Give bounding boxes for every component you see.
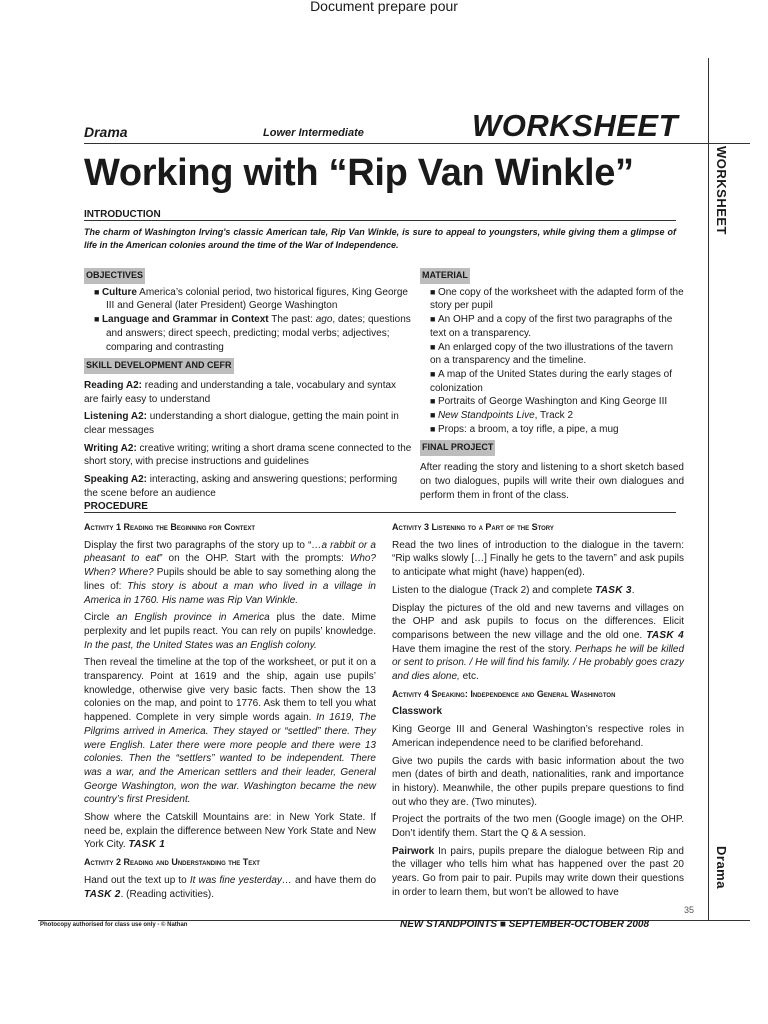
activity-4-heading: Activity 4 Speaking: Independence and General Washington	[392, 688, 616, 699]
header-rule	[84, 143, 750, 144]
page-title: Working with “Rip Van Winkle”	[84, 152, 634, 194]
page-number: 35	[684, 905, 695, 915]
activity-1-paragraph: Show where the Catskill Mountains are: in New York State. If need be, explain the difference between New York State and New York City. TASK 1	[84, 812, 376, 851]
activity-4-paragraph: Project the portraits of the two men (Google image) on the OHP. Don’t identify them. Start the Q & A session.	[392, 814, 684, 840]
activity-3-heading: Activity 3 Listening to a Part of the Story	[392, 522, 554, 532]
activity-4-paragraph: King George III and General Washington’s respective roles in American independence need to be clarified beforehand.	[392, 724, 684, 749]
activity-1-paragraph: Then reveal the timeline at the top of the worksheet, or put it on a transparency. Point at 1619 and the ship, again use pupils’ knowledge, otherwise give very basic facts. Then show the 13 colonies on the map, and point to 1776. Ask them to tell you what happened. Complete in very simple words again. In 1619, The Pilgrims arrived in America. They stayed or “settled” there. They were English. Later there were more people and there were 13 colonies. Then the “settlers” wanted to be independent. There was a war, and the American settlers and their leader, General George Washington, won the war. Washington became the new country’s first President.	[84, 657, 377, 806]
activity-4-paragraph: Give two pupils the cards with basic information about the two men (dates of birth and death, nationalities, rank and importance in history). Meanwhile, the other pupils prepare questions to find out who they are. (Two minutes).	[392, 755, 684, 808]
photocopy-notice: Photocopy authorised for class use only - © Nathan	[40, 922, 188, 928]
activity-1-heading: Activity 1 Reading the Beginning for Context	[84, 522, 256, 532]
objectives-heading: OBJECTIVES	[84, 268, 145, 284]
material-item: ■ Props: a broom, a toy rifle, a pipe, a mug	[430, 423, 619, 435]
introduction-text: The charm of Washington Irving's classic American tale, Rip Van Winkle, is sure to appeal to youngsters, while giving them a glimpse of life in the American colonies around the time of the War of Independence.	[84, 227, 676, 250]
final-project-heading: FINAL PROJECT	[420, 440, 495, 456]
material-item: ■ An enlarged copy of the two illustrations of the tavern on a transparency and the timeline.	[430, 341, 674, 367]
skill-writing: Writing A2: creative writing; writing a short drama scene connected to the short story, with precise instructions and guidelines	[84, 442, 412, 468]
activity-1-paragraph: Display the first two paragraphs of the story up to “…a rabbit or a pheasant to eat” on the OHP. Start with the prompts: Who? When? Where? Pupils should be able to say something along the lines of: This story is about a man who lived in a village in America in 1760. His name was Rip Van Winkle.	[84, 539, 376, 606]
activity-1-paragraph: Circle an English province in America plus the date. Mime perplexity and let pupils react. You can rely on pupils’ knowledge. In the past, the United States was an English colony.	[84, 612, 377, 651]
right-column	[420, 268, 684, 506]
material-item: ■ New Standpoints Live, Track 2	[430, 410, 574, 422]
activity-2-paragraph: Hand out the text up to It was fine yesterday… and have them do TASK 2. (Reading activities).	[84, 874, 376, 900]
skill-listening: Listening A2: understanding a short dialogue, getting the main point in clear messages	[84, 411, 399, 437]
task-1-label: TASK 1	[128, 839, 166, 851]
final-project-text: After reading the story and listening to a short sketch based on two dialogues, pupils will write their own dialogues and perform them in front of the class.	[420, 462, 684, 501]
introduction-heading: INTRODUCTION	[84, 209, 676, 221]
top-note: Document prepare pour	[310, 0, 458, 14]
material-list	[420, 286, 684, 437]
task-2-label: TASK 2	[84, 888, 121, 900]
material-item: ■ One copy of the worksheet with the adapted form of the story per pupil	[430, 286, 684, 312]
material-item: ■ Portraits of George Washington and King George III	[430, 396, 668, 408]
activity-3-paragraph: Display the pictures of the old and new taverns and villages on the OHP and ask pupils to focus on the differences. Elicit comparisons between the new village and the old one. TASK 4 Have them imagine the rest of the story. Perhaps he will be killed or sent to prison. / He will find his family. / He probably goes crazy and dies alone, etc.	[392, 602, 685, 683]
classwork-label: Classwork	[392, 706, 443, 718]
material-item: ■ An OHP and a copy of the first two paragraphs of the text on a transparency.	[430, 314, 673, 339]
left-column	[84, 268, 412, 505]
task-4-label: TASK 4	[646, 629, 684, 641]
procedure-right-column	[392, 518, 684, 904]
skill-speaking: Speaking A2: interacting, asking and answering questions; performing the scene before an audience	[84, 474, 398, 499]
subject-label: Drama	[84, 124, 128, 140]
skills-heading: SKILL DEVELOPMENT AND CEFR	[84, 358, 234, 374]
objective-language: ■ Language and Grammar in Context The past: ago, dates; questions and answers; direct speech, predicting; modal verbs; adjectives; comparing and contrasting	[94, 314, 411, 353]
publication-line: NEW STANDPOINTS ■ SEPTEMBER-OCTOBER 2008	[400, 919, 650, 930]
procedure-heading: PROCEDURE	[84, 501, 676, 513]
objective-culture: ■ Culture America’s colonial period, two historical figures, King George III and General (later President) George Washington	[94, 286, 408, 312]
material-item: ■ A map of the United States during the early stages of colonization	[430, 368, 672, 394]
activity-3-paragraph: Read the two lines of introduction to the dialogue in the tavern: “Rip walks slowly […] Finally he gets to the tavern” and ask pupils to anticipate what might (have) happen(ed).	[392, 539, 684, 579]
material-heading: MATERIAL	[420, 268, 470, 284]
side-label-drama: Drama	[714, 846, 729, 889]
procedure-left-column	[84, 518, 376, 905]
task-3-label: TASK 3	[595, 584, 632, 596]
side-rule	[708, 58, 709, 920]
level-label: Lower Intermediate	[263, 127, 364, 139]
worksheet-heading: WORKSHEET	[472, 108, 678, 143]
activity-2-heading: Activity 2 Reading and Understanding the Text	[84, 857, 260, 868]
side-label-worksheet: WORKSHEET	[714, 146, 729, 235]
activity-4-paragraph: Pairwork In pairs, pupils prepare the dialogue between Rip and the villager who tells him what has happened over the past 20 years. Go from pair to pair. Pupils may write down their questions in order to learn them, but won’t be allowed to have	[392, 845, 684, 898]
pairwork-label: Pairwork	[392, 845, 435, 857]
skill-reading: Reading A2: reading and understanding a tale, vocabulary and syntax are fairly easy to understand	[84, 379, 397, 405]
activity-3-paragraph: Listen to the dialogue (Track 2) and complete TASK 3.	[392, 584, 635, 596]
